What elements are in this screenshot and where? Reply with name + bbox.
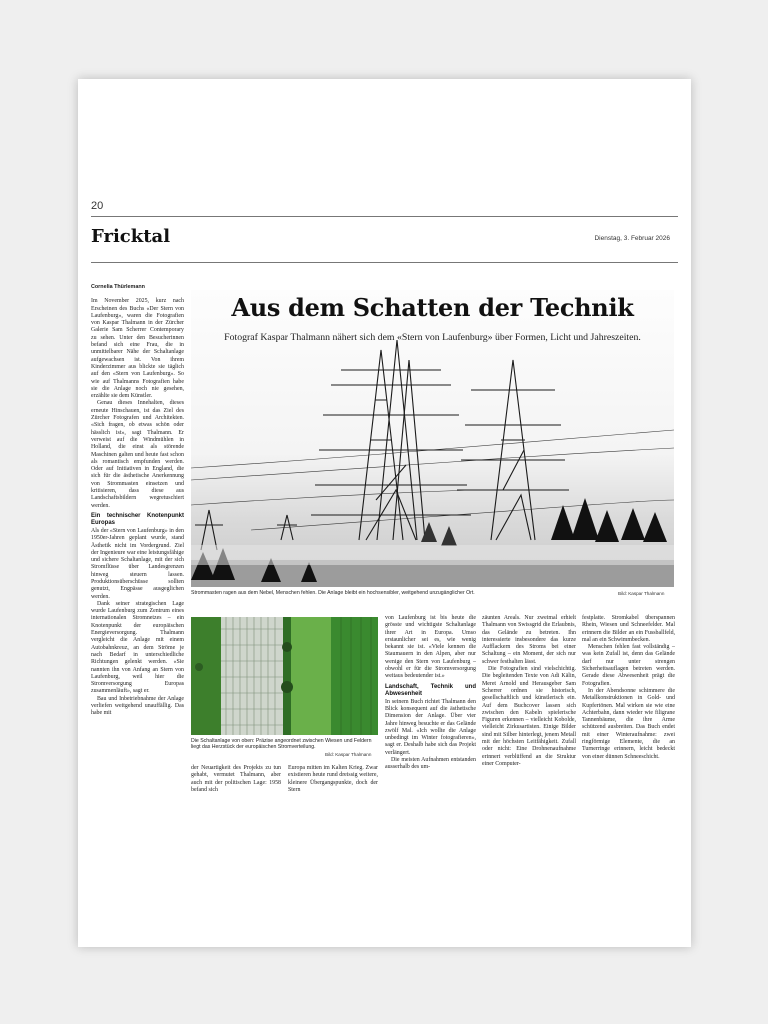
- article-column-2: [191, 765, 281, 794]
- paragraph: Die meisten Aufnahmen entstanden ausserhalb des um-: [385, 757, 476, 771]
- hero-credit: Bild: Kaspar Thalmann: [618, 591, 665, 596]
- paragraph: Als der «Stern von Laufenburg» in den 1950er-Jahren geplant wurde, stand Ästhetik nicht im Vordergrund. Ziel der Ingenieure war eine leistungsfähige und sichere Schaltanlage, mit der sich Stromflüsse über Landesgrenzen hinweg steuern lassen. Produktionsüberschüsse sollten genutzt, Engpässe ausgeglichen werden.: [91, 527, 184, 600]
- paragraph: Genau dieses Innehalten, dieses erneute Hinschauen, ist das Ziel des Zürcher Fotografen und Architekten. «Sich fragen, ob etwas schön oder hässlich ist», sagt Thalmann. Er verweist auf die Windmühlen in Holland, die einst als störende Maschinen galten und heute fast schon als romantisch empfunden werden. Oder auf Initiativen in England, die sich für die ästhetische Anerkennung von Strommasten einsetzen und kritisieren, dass diese aus Landschaftsbildern wegretuschiert werden.: [91, 400, 184, 509]
- article-headline: Aus dem Schatten der Technik: [231, 293, 634, 322]
- aerial-credit: Bild: Kaspar Thalmann: [325, 752, 372, 757]
- article-column-1: [91, 284, 184, 718]
- article-column-6: [582, 615, 675, 761]
- header-rule-top: [91, 216, 678, 217]
- paragraph: von Laufenburg ist bis heute die grösste und wichtigste Schaltanlage ihrer Art in Europa. Umso erstaunlicher sei es, wie wenig bekannt sie ist. «Viele kennen die Staumauern in den Alpen, aber nur wenige den Stern von Laufenburg – obwohl er für die Stromversorgung weitaus bedeutender ist.»: [385, 615, 476, 680]
- newspaper-page: [78, 79, 691, 947]
- paragraph: Dank seiner strategischen Lage wurde Laufenburg zum Zentrum eines internationalen Stromnetzes – ein Knotenpunkt der europäischen Energieversorgung. Thalmann vergleicht die Anlage mit einem Autobahnkreuz, an dem Ströme je nach Bedarf in unterschiedliche Richtungen gelenkt werden. «Sie nannten ihn von Anfang an Stern von Laufenburg, weil hier die Stromversorgung Europas zusammenläuft», sagt er.: [91, 600, 184, 695]
- paragraph: Bau und Inbetriebnahme der Anlage verliefen weitgehend unauffällig. Das habe mit: [91, 695, 184, 717]
- aerial-photo: [191, 617, 378, 735]
- article-subheadline: Fotograf Kaspar Thalmann nähert sich dem «Stern von Laufenburg» über Formen, Licht und Jahreszeiten.: [224, 332, 641, 343]
- paragraph: festplatte. Stromkabel überspannen Rhein, Wiesen und Schneefelder. Mal erinnern die Bilder an ein Fussballfeld, mal an ein Schwimmbecken.: [582, 615, 675, 643]
- paragraph: der Neuartigkeit des Projekts zu tun gehabt, vermutet Thalmann, aber auch mit der politischen Lage: 1958 befand sich: [191, 765, 281, 793]
- article-column-4: [385, 615, 476, 772]
- author-byline: Cornelia Thürlemann: [91, 284, 145, 290]
- header-rule-bottom: [91, 262, 678, 263]
- article-column-5: [482, 615, 576, 768]
- paragraph: In der Abendsonne schimmere die Metallkonstruktionen in Gold- und Kupfertönen. Mal wirken sie wie eine Achterbahn, dann wieder wie filigrane Tannenbäume, die ihre Arme schützend ausbreiten. Das Buch endet mit einer Winteraufnahme: zwei ringförmige Elemente, die an Turnerringe erinnern, leicht bedeckt von einer dünnen Schneeschicht.: [582, 687, 675, 760]
- paragraph: Menschen fehlen fast vollständig – was kein Zufall ist, denn das Gelände darf nur unter strengen Sicherheitsauflagen betreten werden. Gerade diese Abwesenheit prägt die Fotografien.: [582, 644, 675, 687]
- paragraph: Die Fotografien sind vielschichtig. Die begleitenden Texte von Adi Kälin, Meret Arnold und Herausgeber Sam Scherrer ordnen sie historisch, gesellschaftlich und künstlerisch ein. Auf dem Buchcover lassen sich zwischen den Kabeln spielerische Figuren erkennen – vielleicht Kobolde, vielleicht Zirkusartisten. Einige Bilder sind mit Silber hinterlegt, jenem Metall mit der höchsten Leitfähigkeit. Zufall oder nicht: Eine Drohnenaufnahme erinnert verblüffend an die Struktur einer Computer-: [482, 666, 576, 767]
- page-number: 20: [91, 200, 104, 212]
- article-column-3: [288, 765, 378, 794]
- hero-photo: [191, 290, 674, 587]
- paragraph: In seinem Buch richtet Thalmann den Blick konsequent auf die ästhetische Dimension der Anlage. Über vier Jahre hinweg besuchte er das Gelände zwölf Mal. «Ich wollte die Anlage unbedingt im Winter fotografieren», sagt er. Deshalb habe sich das Projekt verlängert.: [385, 698, 476, 756]
- paragraph: Im November 2025, kurz nach Erscheinen des Buchs «Der Stern von Laufenburg», waren die Fotografien von Kaspar Thalmann in der Zürcher Galerie Sam Scherrer Contemporary zu sehen. Unter den Besucherinnen befand sich eine Frau, die in unmittelbarer Nähe der Schaltanlage aufgewachsen ist. Von ihrem Kinderzimmer aus blickte sie täglich auf den «Stern von Laufenburg». So wie auf Thalmanns Fotografien habe sie die Anlage noch nie gesehen, erzählte sie dem Künstler.: [91, 298, 184, 400]
- switchyard-aerial-image: [191, 617, 378, 735]
- paragraph: Europa mitten im Kalten Krieg. Zwar existieren heute rund dreissig weitere, kleinere Übergangspunkte, doch der Stern: [288, 765, 378, 793]
- aerial-caption: Die Schaltanlage von oben: Präzise angeordnet zwischen Wiesen und Feldern liegt das Herzstück der europäischen Stromverteilung.: [191, 738, 372, 751]
- paragraph: zäunten Areals. Nur zweimal erhielt Thalmann von Swissgrid die Erlaubnis, das Gelände zu betreten. Ihn interessierte insbesondere das kurze Aufflackern des Stroms bei einer Schaltung – ein Moment, der sich nur schwer festhalten lässt.: [482, 615, 576, 665]
- issue-date: Dienstag, 3. Februar 2026: [594, 235, 670, 242]
- hero-caption: Strommasten ragen aus dem Nebel, Menschen fehlen. Die Anlage bleibt ein hochsensibler, weitgehend unzugänglicher Ort.: [191, 590, 475, 596]
- subheading: Ein technischer Knotenpunkt Europas: [91, 512, 184, 526]
- subheading: Landschaft, Technik und Abwesenheit: [385, 683, 476, 697]
- section-title: Fricktal: [91, 226, 171, 247]
